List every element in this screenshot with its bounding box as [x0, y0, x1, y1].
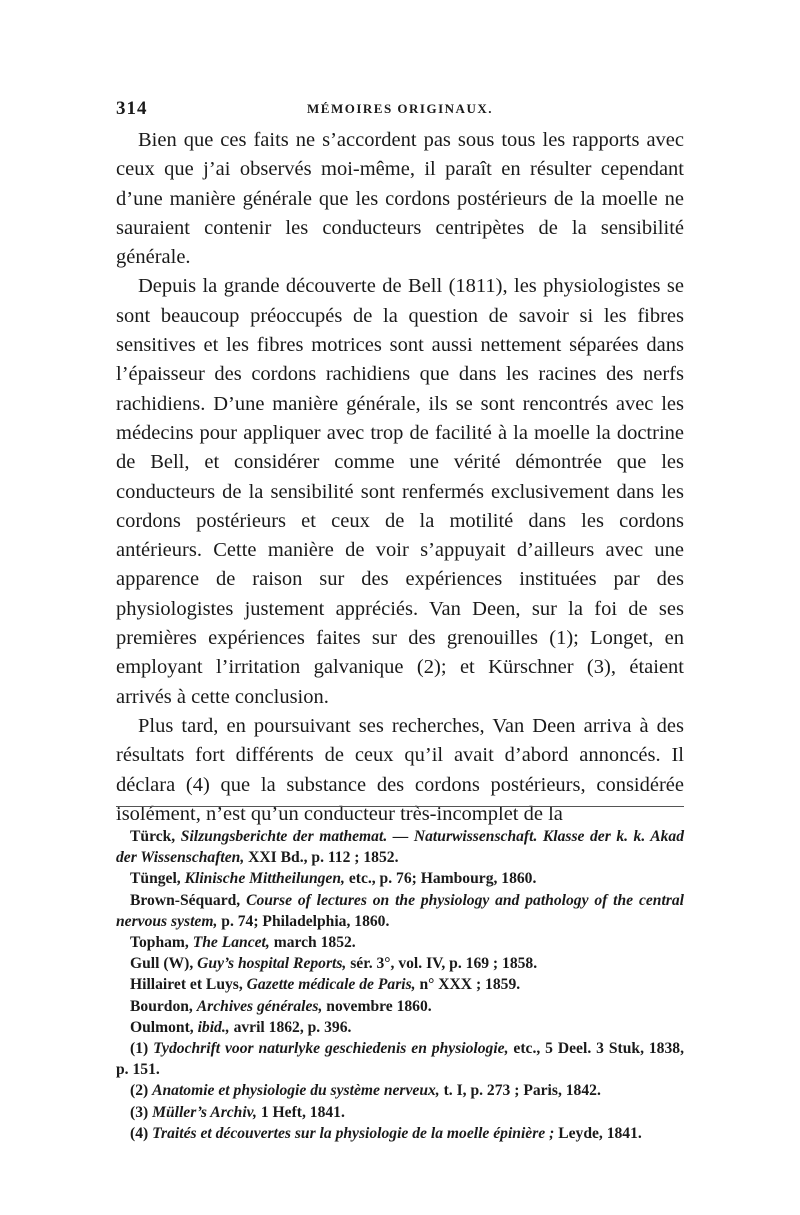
footnote-marker: (4)	[130, 1124, 149, 1142]
footnote-work: Silzungsberichte der mathemat. — Naturwissenschaft. Klasse der k. k. Akad der Wissenschaften,	[116, 828, 685, 867]
footnote-details: p. 74; Philadelphia, 1860.	[221, 912, 390, 930]
footnote	[116, 996, 684, 1017]
footnote-work: The Lancet,	[192, 934, 270, 952]
footnote-marker: (3)	[130, 1103, 149, 1121]
paragraph: Bien que ces faits ne s’accordent pas sous tous les rapports avec ceux que j’ai observés moi-même, il paraît en résulter cependant d’une manière générale que les cordons postérieurs de la moelle ne sauraient contenir les conducteurs centripètes de la sensibilité générale.	[116, 129, 684, 269]
footnote-divider	[116, 806, 684, 807]
footnote-author: Topham,	[130, 934, 189, 952]
footnote	[116, 1123, 684, 1144]
footnote	[116, 1038, 684, 1080]
page-header	[116, 98, 684, 124]
footnote-author: Türck,	[130, 828, 176, 845]
paragraph: Plus tard, en poursuivant ses recherches, Van Deen arriva à des résultats fort différents de ceux qu’il avait d’abord annoncés. Il déclara (4) que la substance des cordons postérieurs, considérée isolément, n’est qu’un conducteur très-incomplet de la	[116, 714, 684, 825]
footnote-work: Guy’s hospital Reports,	[197, 955, 347, 973]
footnote-work: Archives générales,	[196, 997, 323, 1015]
footnote-author: Hillairet et Luys,	[130, 976, 243, 994]
footnote-work: ibid.,	[197, 1018, 230, 1036]
footnote-work: Klinische Mittheilungen,	[184, 870, 345, 888]
footnotes	[116, 826, 684, 1144]
footnote-details: t. I, p. 273 ; Paris, 1842.	[443, 1082, 601, 1100]
paragraph: Depuis la grande découverte de Bell (1811), les physiologistes se sont beaucoup préoccupés de la question de savoir si les fibres sensitives et les fibres motrices sont aussi nettement séparées dans l’épaisseur des cordons rachidiens que dans les racines des nerfs rachidiens. D’une manière générale, ils se sont rencontrés avec les médecins pour appliquer avec trop de facilité à la moelle la doctrine de Bell, et considérer comme une vérité démontrée que les conducteurs de la sensibilité sont renfermés exclusivement dans les cordons postérieurs et ceux de la motilité dans les cordons antérieurs. Cette manière de voir s’appuyait d’ailleurs avec une apparence de raison sur des expériences instituées par des physiologistes justement appréciés. Van Deen, sur la foi de ses premières expériences faites sur des grenouilles (1); Longet, en employant l’irritation galvanique (2); et Kürschner (3), étaient arrivés à cette conclusion.	[116, 275, 684, 708]
body-text	[116, 126, 684, 829]
footnote-details: XXI Bd., p. 112 ; 1852.	[248, 849, 399, 867]
footnote	[116, 826, 684, 868]
footnote	[116, 932, 684, 953]
page-number: 314	[116, 98, 148, 119]
footnote-details: 1 Heft, 1841.	[260, 1103, 345, 1121]
footnote-details: march 1852.	[273, 934, 356, 952]
footnote	[116, 1017, 684, 1038]
footnote-author: Gull (W),	[130, 955, 194, 973]
footnote-details: n° XXX ; 1859.	[419, 976, 521, 994]
footnote-work: Course of lectures on the physiology and pathology of the central nervous system,	[116, 891, 684, 930]
footnote-details: Leyde, 1841.	[558, 1124, 642, 1142]
footnote-details: etc., 5 Deel. 3 Stuk, 1838, p. 151.	[116, 1040, 684, 1079]
footnote-details: sér. 3°, vol. IV, p. 169 ; 1858.	[350, 955, 538, 973]
running-title: MÉMOIRES ORIGINAUX.	[307, 101, 493, 116]
footnote-work: Traités et découvertes sur la physiologie de la moelle épinière ;	[152, 1124, 555, 1142]
footnote-work: Tydochrift voor naturlyke geschiedenis en physiologie,	[153, 1040, 509, 1058]
footnote	[116, 1080, 684, 1101]
footnote-work: Müller’s Archiv,	[152, 1103, 257, 1121]
footnote	[116, 1102, 684, 1123]
footnote	[116, 890, 684, 932]
footnote-marker: (1)	[130, 1040, 149, 1058]
footnote-author: Bourdon,	[130, 997, 193, 1015]
footnote	[116, 953, 684, 974]
footnote-details: etc., p. 76; Hambourg, 1860.	[348, 870, 537, 888]
footnote-author: Brown-Séquard,	[130, 891, 241, 909]
footnote	[116, 868, 684, 889]
footnote-work: Anatomie et physiologie du système nerveux,	[152, 1082, 440, 1100]
footnote	[116, 974, 684, 995]
footnote-details: novembre 1860.	[326, 997, 432, 1015]
footnote-work: Gazette médicale de Paris,	[246, 976, 416, 994]
footnote-marker: (2)	[130, 1082, 149, 1100]
footnote-author: Tüngel,	[130, 870, 181, 888]
footnote-details: avril 1862, p. 396.	[233, 1018, 352, 1036]
footnote-author: Oulmont,	[130, 1018, 194, 1036]
